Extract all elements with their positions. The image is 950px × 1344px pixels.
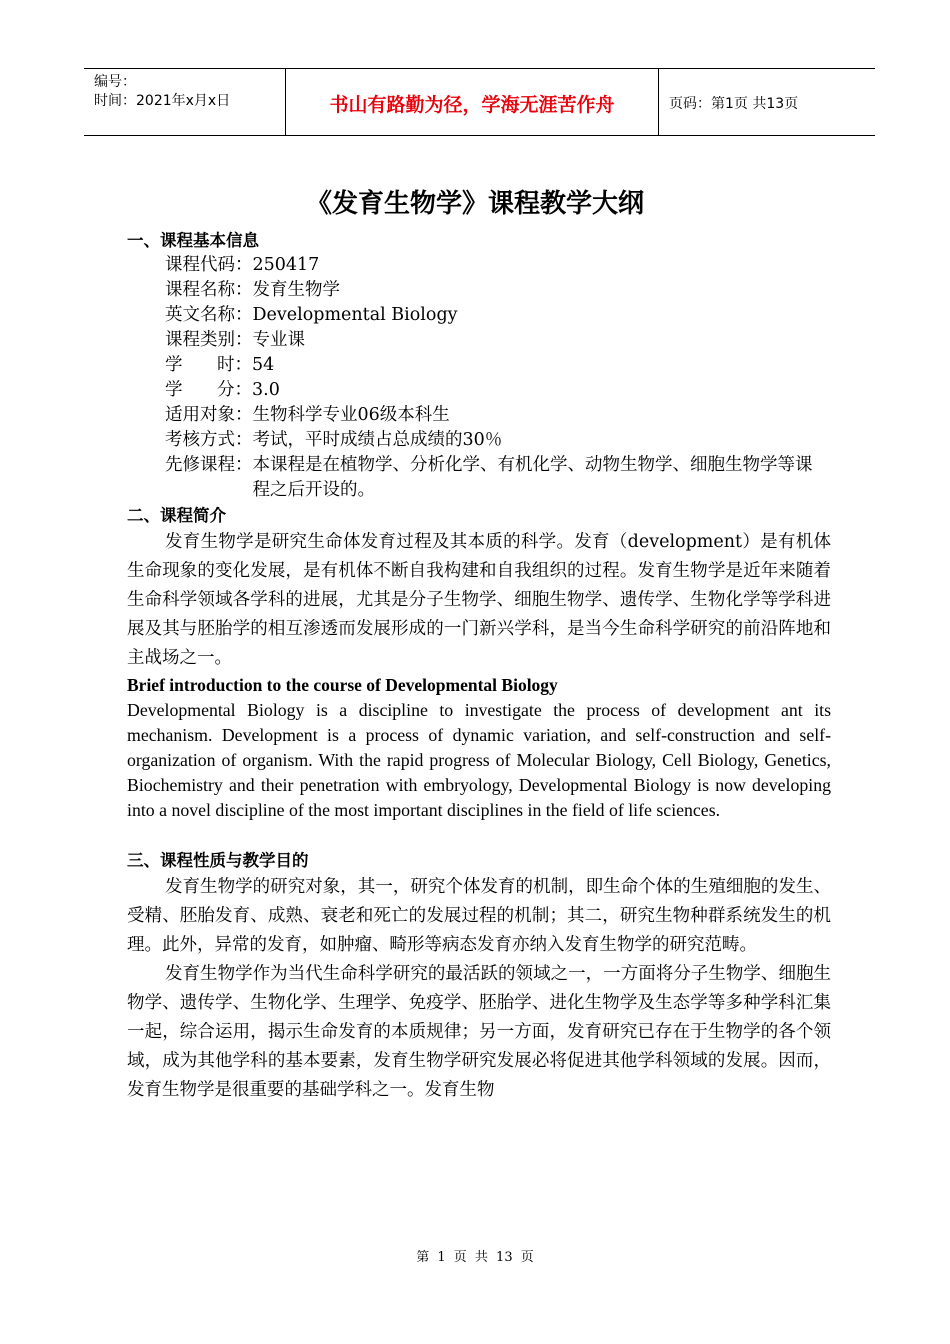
english-intro-paragraph: Developmental Biology is a discipline to investigate the process of development ant its mechanism. Development is a process of dynamic variation, and self-construction and self-organization of organism. With the rapid progress of Molecular Biology, Cell Biology, Genetics, Biochemistry and their penetration with embryology, Developmental Biology is now developing into a novel discipline of the most important disciplines in the field of life sciences. [127,700,831,820]
info-label: 先修课程： [165,455,253,475]
info-label-part: 分： [217,380,252,400]
info-label-part: 学 [165,380,183,400]
header-meta [84,69,286,135]
spacer [127,823,831,848]
info-row-credits [165,378,831,403]
info-row-code [165,253,831,278]
info-label: 课程代码： [165,255,253,275]
section2-heading: 二、课程简介 [127,506,226,525]
section2-paragraph: 发育生物学是研究生命体发育过程及其本质的科学。发育（development）是有机体生命现象的变化发展，是有机体不断自我构建和自我组织的过程。发育生物学是近年来随着生命科学领域各学科的进展，尤其是分子生物学、细胞生物学、遗传学、生物化学等学科进展及其与胚胎学的相互渗透而发展形成的一门新兴学科，是当今生命科学研究的前沿阵地和主战场之一。 [127,532,831,668]
info-value: 专业课 [252,330,305,350]
info-label: 适用对象： [165,405,253,425]
section1-heading: 一、课程基本信息 [127,231,259,250]
info-row-prerequisites [165,453,831,503]
info-row-name [165,278,831,303]
english-intro-heading: Brief introduction to the course of Developmental Biology [127,675,558,695]
info-label [165,353,252,378]
section3-paragraph-2: 发育生物学作为当代生命科学研究的最活跃的领域之一，一方面将分子生物学、细胞生物学、遗传学、生物化学、生理学、免疫学、胚胎学、进化生物学及生态学等多种学科汇集一起，综合运用，揭示生命发育的本质规律；另一方面，发育研究已存在于生物学的各个领域，成为其他学科的基本要素，发育生物学研究发展必将促进其他学科领域的发展。因而，发育生物学是很重要的基础学科之一。发育生物 [127,964,831,1100]
info-row-category [165,328,831,353]
header-page-info: 页码：第1页 共13页 [669,96,799,112]
info-value: Developmental Biology [252,305,458,325]
section3-heading: 三、课程性质与教学目的 [127,851,309,870]
info-label-part: 学 [165,355,183,375]
document-header [84,68,875,136]
info-value: 本课程是在植物学、分析化学、有机化学、动物生物学、细胞生物学等课程之后开设的。 [252,455,813,500]
info-label [165,378,252,403]
info-label: 考核方式： [165,430,253,450]
info-value: 3.0 [252,380,280,400]
page-footer: 第 1 页 共 13 页 [416,1250,534,1265]
info-label: 英文名称： [165,305,253,325]
info-value: 生物科学专业06级本科生 [252,405,450,425]
info-row-english-name [165,303,831,328]
section3-paragraph-1: 发育生物学的研究对象，其一，研究个体发育的机制，即生命个体的生殖细胞的发生、受精、胚胎发育、成熟、衰老和死亡的发展过程的机制；其二，研究生物种群系统发生的机理。此外，异常的发育，如肿瘤、畸形等病态发育亦纳入发育生物学的研究范畴。 [127,877,831,955]
document-body [127,228,831,1105]
info-value: 250417 [252,255,320,275]
time-label: 时间：2021年x月x日 [94,93,231,109]
info-row-assessment [165,428,831,453]
info-row-audience [165,403,831,428]
info-label: 课程类别： [165,330,253,350]
info-label: 课程名称： [165,280,253,300]
info-value: 发育生物学 [252,280,340,300]
info-value: 考试，平时成绩占总成绩的30％ [252,430,503,450]
header-motto: 书山有路勤为径，学海无涯苦作舟 [286,69,659,135]
document-title: 《发育生物学》课程教学大纲 [305,189,644,219]
info-value: 54 [252,355,275,375]
info-row-hours [165,353,831,378]
info-label-part: 时： [217,355,252,375]
number-label: 编号： [94,74,136,90]
